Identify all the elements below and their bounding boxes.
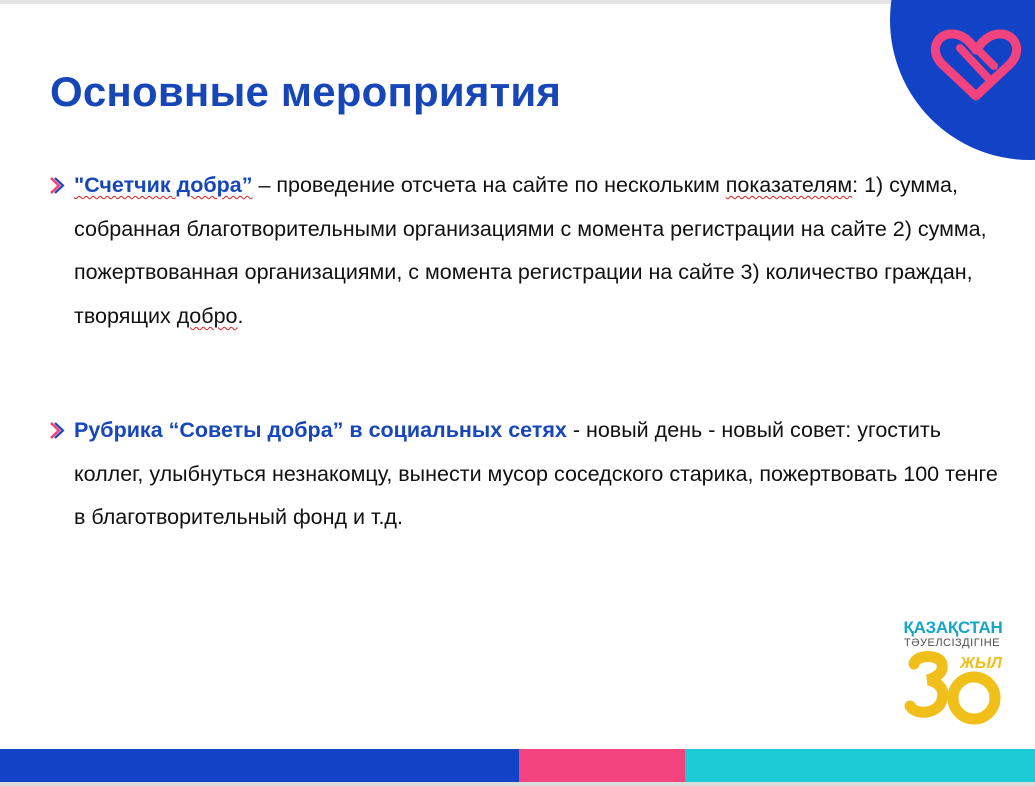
bullet-1-underlined-word: показателям: [725, 173, 853, 197]
kz-logo-number-graphic: [898, 618, 1008, 730]
bullet-1-lead: "Счетчик добра”: [74, 173, 253, 197]
top-border: [0, 0, 1035, 4]
footer-bar-teal: [685, 749, 1035, 782]
kz-logo-line2: ТӘУЕЛСІЗДІГІНЕ: [904, 637, 1000, 649]
bullet-2-lead: Рубрика “Советы добра” в социальных сетях: [74, 418, 567, 442]
kazakhstan-independence-30-logo: [898, 618, 1008, 730]
footer-bar-blue: [0, 749, 519, 782]
heart-logo-icon: [930, 26, 1022, 102]
bullet-counter-of-good: [74, 164, 1014, 339]
bullet-2-text: - новый день - новый совет: угостить коллег, улыбнуться незнакомцу, вынести мусор соседского старика, пожертвовать 100 тенге в благотворительный фонд и т.д.: [74, 418, 998, 530]
slide-title: Основные мероприятия: [50, 68, 562, 115]
kz-logo-word: ЖЫЛ: [960, 655, 1002, 672]
footer-bar-pink: [519, 749, 685, 782]
bullet-1-text-end: .: [237, 304, 244, 329]
bottom-border: [0, 782, 1035, 786]
bullet-1-text: – проведение отсчета на сайте по нескольким: [252, 173, 726, 197]
kz-logo-line1: ҚАЗАҚСТАН: [903, 618, 1003, 637]
chevron-bullet-icon: [48, 177, 65, 194]
chevron-bullet-icon: [48, 422, 65, 439]
bullet-1-underlined-word-2: добро: [176, 304, 238, 329]
bullet-advice-of-good: [74, 409, 1014, 540]
bullet-1-text-cont: : 1) сумма, собранная благотворительными организациями с момента регистрации на сайте 2) сумма, пожертвованная организациями, с момента регистрации на сайте 3) количество граждан, творящих: [74, 173, 987, 329]
